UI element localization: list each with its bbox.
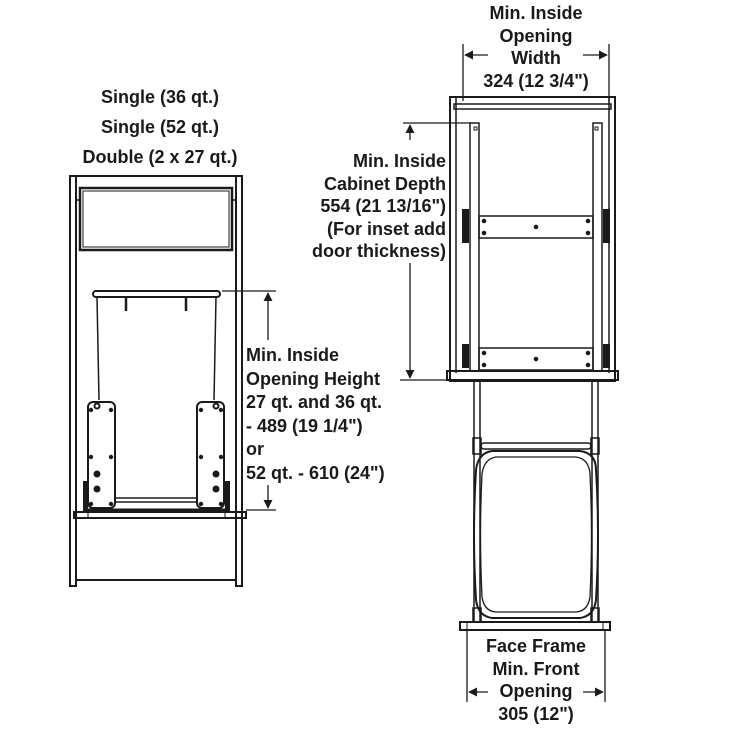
height-label-line-4: - 489 (19 1/4") — [246, 415, 363, 436]
front-label-line-3: Opening — [499, 681, 573, 701]
front-label-line-4: 305 (12") — [498, 703, 574, 724]
model-double-27: Double (2 x 27 qt.) — [82, 147, 238, 167]
model-single-36: Single (36 qt.) — [100, 87, 219, 107]
width-label-line-2: Opening — [499, 25, 573, 46]
model-single-52: Single (52 qt.) — [100, 117, 219, 137]
left-cabinet-front-view — [70, 176, 246, 586]
depth-label-line-2: Cabinet Depth — [323, 173, 446, 194]
height-dimension-label — [246, 344, 385, 485]
height-label-line-2: Opening Height — [246, 368, 380, 389]
depth-label-line-4: (For inset add — [326, 218, 446, 239]
width-label-line-1: Min. Inside — [489, 3, 583, 23]
height-label-line-3: 27 qt. and 36 qt. — [246, 392, 383, 412]
front-label-line-1: Face Frame — [485, 636, 587, 656]
width-label-line-3: Width — [511, 48, 561, 68]
depth-label-line-5: door thickness) — [311, 241, 446, 261]
width-label-line-4: 324 (12 3/4") — [483, 70, 589, 91]
height-label-line-1: Min. Inside — [246, 345, 340, 365]
height-label-line-6: 52 qt. - 610 (24") — [246, 462, 385, 483]
model-list — [60, 82, 260, 172]
front-opening-dimension-label — [436, 635, 636, 725]
depth-label-line-1: Min. Inside — [352, 151, 446, 171]
front-label-line-2: Min. Front — [492, 658, 580, 679]
height-label-line-5: or — [246, 439, 264, 459]
depth-label-line-3: 554 (21 13/16") — [320, 196, 446, 216]
right-cabinet-top-view — [447, 97, 618, 630]
depth-dimension-label — [270, 150, 446, 263]
width-dimension-label — [436, 2, 636, 92]
